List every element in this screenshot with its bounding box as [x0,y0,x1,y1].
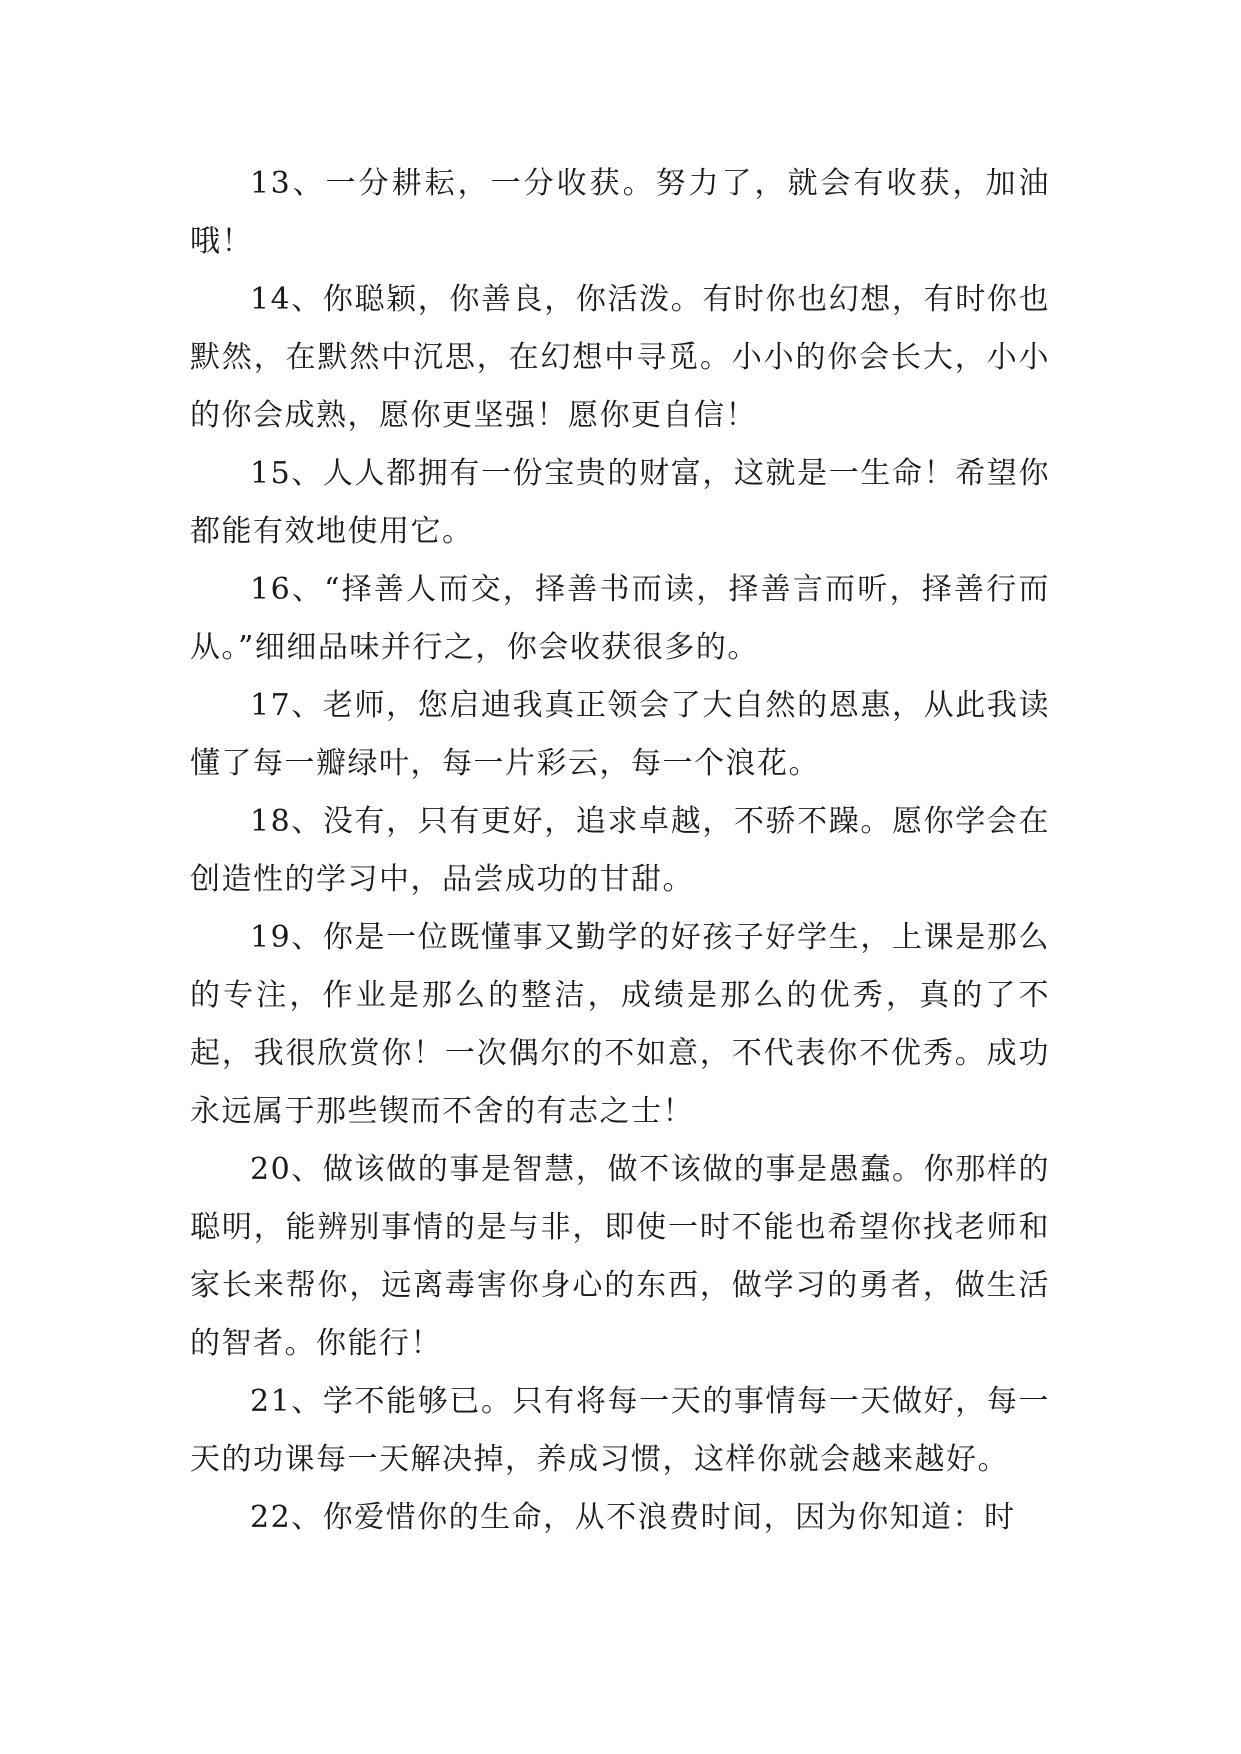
paragraph-17: 17、老师，您启迪我真正领会了大自然的恩惠，从此我读懂了每一瓣绿叶，每一片彩云，每一个浪花。 [190,688,1050,781]
document-body [190,155,1050,1547]
paragraph-22: 22、你爱惜你的生命，从不浪费时间，因为你知道：时 [250,1500,1016,1535]
paragraph-19: 19、你是一位既懂事又勤学的好孩子好学生，上课是那么的专注，作业是那么的整洁，成绩是那么的优秀，真的了不起，我很欣赏你！一次偶尔的不如意，不代表你不优秀。成功永远属于那些锲而不舍的有志之士！ [190,920,1050,1129]
paragraph-20: 20、做该做的事是智慧，做不该做的事是愚蠢。你那样的聪明，能辨别事情的是与非，即使一时不能也希望你找老师和家长来帮你，远离毒害你身心的东西，做学习的勇者，做生活的智者。你能行！ [190,1152,1050,1361]
paragraph-16: 16、“择善人而交，择善书而读，择善言而听，择善行而从。”细细品味并行之，你会收获很多的。 [190,572,1050,665]
paragraph-13: 13、一分耕耘，一分收获。努力了，就会有收获，加油哦！ [190,166,1050,259]
paragraph-15: 15、人人都拥有一份宝贵的财富，这就是一生命！希望你都能有效地使用它。 [190,456,1050,549]
paragraph-21: 21、学不能够已。只有将每一天的事情每一天做好，每一天的功课每一天解决掉，养成习惯，这样你就会越来越好。 [190,1384,1050,1477]
paragraph-18: 18、没有，只有更好，追求卓越，不骄不躁。愿你学会在创造性的学习中，品尝成功的甘甜。 [190,804,1050,897]
paragraph-14: 14、你聪颖，你善良，你活泼。有时你也幻想，有时你也默然，在默然中沉思，在幻想中寻觅。小小的你会长大，小小的你会成熟，愿你更坚强！愿你更自信！ [190,282,1050,433]
